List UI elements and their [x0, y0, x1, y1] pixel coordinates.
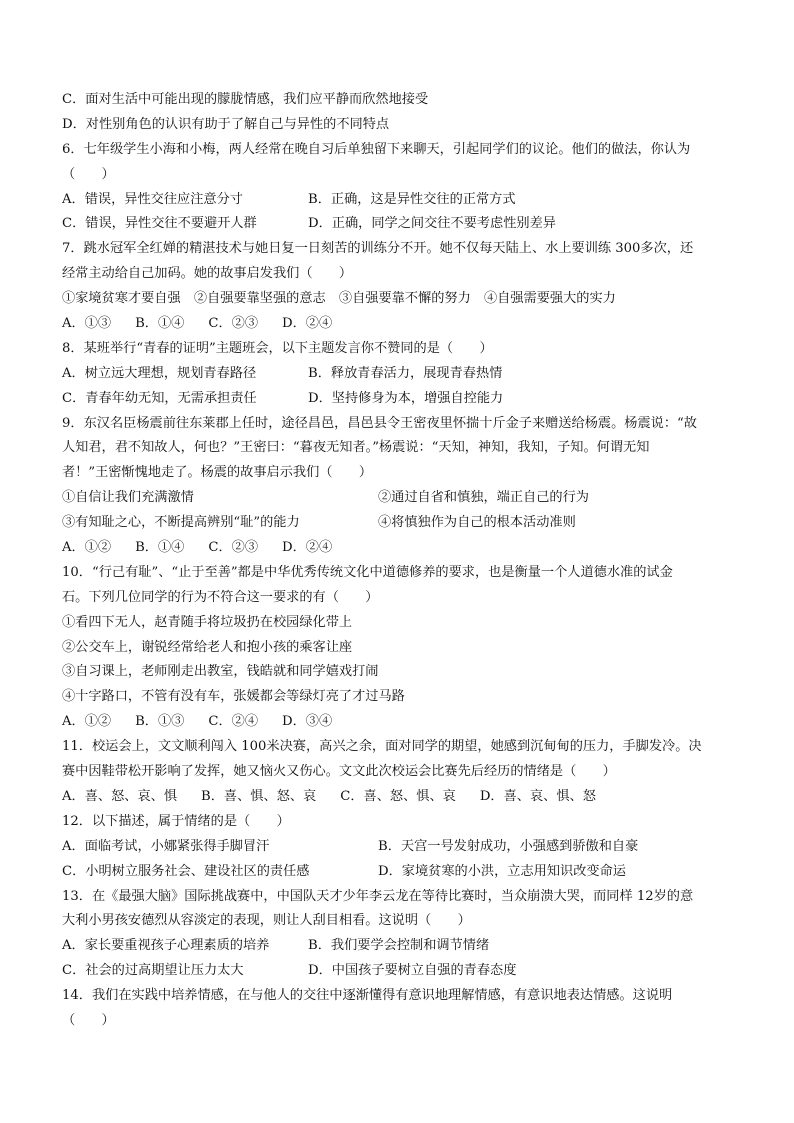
text-line: 11．校运会上，文文顺利闯入 100米决赛，高兴之余，面对同学的期望，她感到沉甸甸的压力，手脚发冷。决 — [62, 739, 702, 755]
choice-row — [62, 312, 742, 337]
option-row — [62, 959, 742, 984]
option-right: B．天宫一号发射成功，小强感到骄傲和自豪 — [378, 838, 639, 854]
option-row — [62, 362, 742, 387]
choice-option: C．喜、怒、惧、哀 — [340, 788, 456, 804]
choice-option: D．喜、哀、惧、怒 — [479, 788, 596, 804]
choice-option: B．①④ — [135, 316, 185, 332]
choice-row — [62, 536, 742, 561]
text-line: 12．以下描述，属于情绪的是（ ） — [62, 813, 290, 829]
option-left: A．错误，异性交往应注意分寸 — [62, 191, 243, 207]
text-line: 赛中因鞋带松开影响了发挥，她又恼火又伤心。文文此次校运会比赛先后经历的情绪是（ ） — [62, 764, 616, 780]
text-line: ①家境贫寒才要自强 ②自强要靠坚强的意志 ③自强要靠不懈的努力 ④自强需要强大的实力 — [62, 291, 616, 307]
option-right: D．坚持修身为本，增强自控能力 — [308, 390, 504, 406]
choice-row — [62, 710, 742, 735]
option-right: B．我们要学会控制和调节情绪 — [308, 938, 490, 954]
text-line: 14．我们在实践中培养情感，在与他人的交往中逐渐懂得有意识地理解情感，有意识地表达情感。这说明 — [62, 988, 673, 1004]
text-line: 石。下列几位同学的行为不符合这一要求的有（ ） — [62, 589, 379, 605]
text-line: D．对性别角色的认识有助于了解自己与异性的不同特点 — [62, 116, 390, 132]
option-row — [62, 835, 742, 860]
choice-option: A．①② — [62, 714, 112, 730]
option-row — [62, 486, 742, 511]
option-row — [62, 212, 742, 237]
choice-option: C．②③ — [208, 316, 259, 332]
option-left: C．社会的过高期望让压力太大 — [62, 963, 244, 979]
option-left: C．青春年幼无知，无需承担责任 — [62, 390, 257, 406]
choice-row — [62, 785, 742, 810]
text-line: 经常主动给自己加码。她的故事启发我们（ ） — [62, 266, 353, 282]
choice-option: B．喜、惧、怒、哀 — [201, 788, 317, 804]
text-line: C．面对生活中可能出现的朦胧情感，我们应平静而欣然地接受 — [62, 92, 429, 107]
text-line: 7．跳水冠军全红婵的精湛技术与她日复一日刻苦的训练分不开。她不仅每天陆上、水上要训练 300多次，还 — [62, 241, 694, 257]
option-right: D．家境贫寒的小洪，立志用知识改变命运 — [378, 863, 626, 879]
option-right: D．正确，同学之间交往不要考虑性别差异 — [308, 216, 556, 232]
option-right: B．正确，这是异性交往的正常方式 — [308, 191, 516, 207]
choice-option: A．喜、怒、哀、惧 — [62, 788, 178, 804]
option-left: C．小明树立服务社会、建设社区的责任感 — [62, 863, 310, 879]
option-row — [62, 188, 742, 213]
text-line: 人知君，君不知故人，何也？”王密曰：“暮夜无知者。”杨震说：“天知，神知，我知，子知。何谓无知 — [62, 440, 650, 456]
option-right: ④将慎独作为自己的根本活动准则 — [378, 515, 576, 531]
option-left: A．家长要重视孩子心理素质的培养 — [62, 938, 270, 954]
choice-option: D．②④ — [282, 540, 333, 556]
text-line: 大利小男孩安德烈从容淡定的表现，则让人刮目相看。这说明（ ） — [62, 913, 471, 929]
text-line: （ ） — [62, 166, 115, 182]
option-left: ①自信让我们充满激情 — [62, 490, 194, 506]
choice-option: C．②④ — [208, 714, 259, 730]
option-row — [62, 934, 742, 959]
text-line: ③自习课上，老师刚走出教室，钱皓就和同学嬉戏打闹 — [62, 664, 379, 680]
exam-page — [62, 88, 742, 1034]
text-line: 8．某班举行“青春的证明”主题班会，以下主题发言你不赞同的是（ ） — [62, 340, 493, 356]
text-line: 者！”王密惭愧地走了。杨震的故事启示我们（ ） — [62, 465, 373, 481]
option-left: A．树立远大理想，规划青春路径 — [62, 365, 257, 381]
option-left: A．面临考试，小娜紧张得手脚冒汗 — [62, 838, 270, 854]
option-row — [62, 511, 742, 536]
text-line: ④十字路口，不管有没有车，张媛都会等绿灯亮了才过马路 — [62, 689, 405, 705]
option-right: B．释放青春活力，展现青春热情 — [308, 365, 503, 381]
text-line: 9．东汉名臣杨震前往东莱郡上任时，途径昌邑，昌邑县令王密夜里怀揣十斤金子来赠送给杨震。杨震说：“故 — [62, 415, 697, 431]
choice-option: C．②③ — [208, 540, 259, 556]
text-line: ②公交车上，谢锐经常给老人和抱小孩的乘客让座 — [62, 639, 353, 655]
choice-option: B．①④ — [135, 540, 185, 556]
choice-option: B．①③ — [135, 714, 185, 730]
choice-option: D．③④ — [282, 714, 333, 730]
text-line: 6．七年级学生小海和小梅，两人经常在晚自习后单独留下来聊天，引起同学们的议论。他们的做法，你认为 — [62, 141, 691, 157]
text-line: 13．在《最强大脑》国际挑战赛中，中国队天才少年李云龙在等待比赛时，当众崩溃大哭，而同样 12岁的意 — [62, 888, 694, 904]
option-right: D．中国孩子要树立自强的青春态度 — [308, 963, 517, 979]
text-line: ①看四下无人，赵青随手将垃圾扔在校园绿化带上 — [62, 614, 353, 630]
choice-option: A．①② — [62, 540, 112, 556]
text-line: （ ） — [62, 1012, 115, 1028]
option-row — [62, 387, 742, 412]
choice-option: A．①③ — [62, 316, 112, 332]
option-right: ②通过自省和慎独，端正自己的行为 — [378, 490, 589, 506]
option-left: C．错误，异性交往不要避开人群 — [62, 216, 257, 232]
text-line: 10．“行己有耻”、“止于至善”都是中华优秀传统文化中道德修养的要求，也是衡量一个人道德水准的试金 — [62, 564, 673, 580]
option-row — [62, 860, 742, 885]
choice-option: D．②④ — [282, 316, 333, 332]
option-left: ③有知耻之心，不断提高辨别“耻”的能力 — [62, 515, 300, 531]
